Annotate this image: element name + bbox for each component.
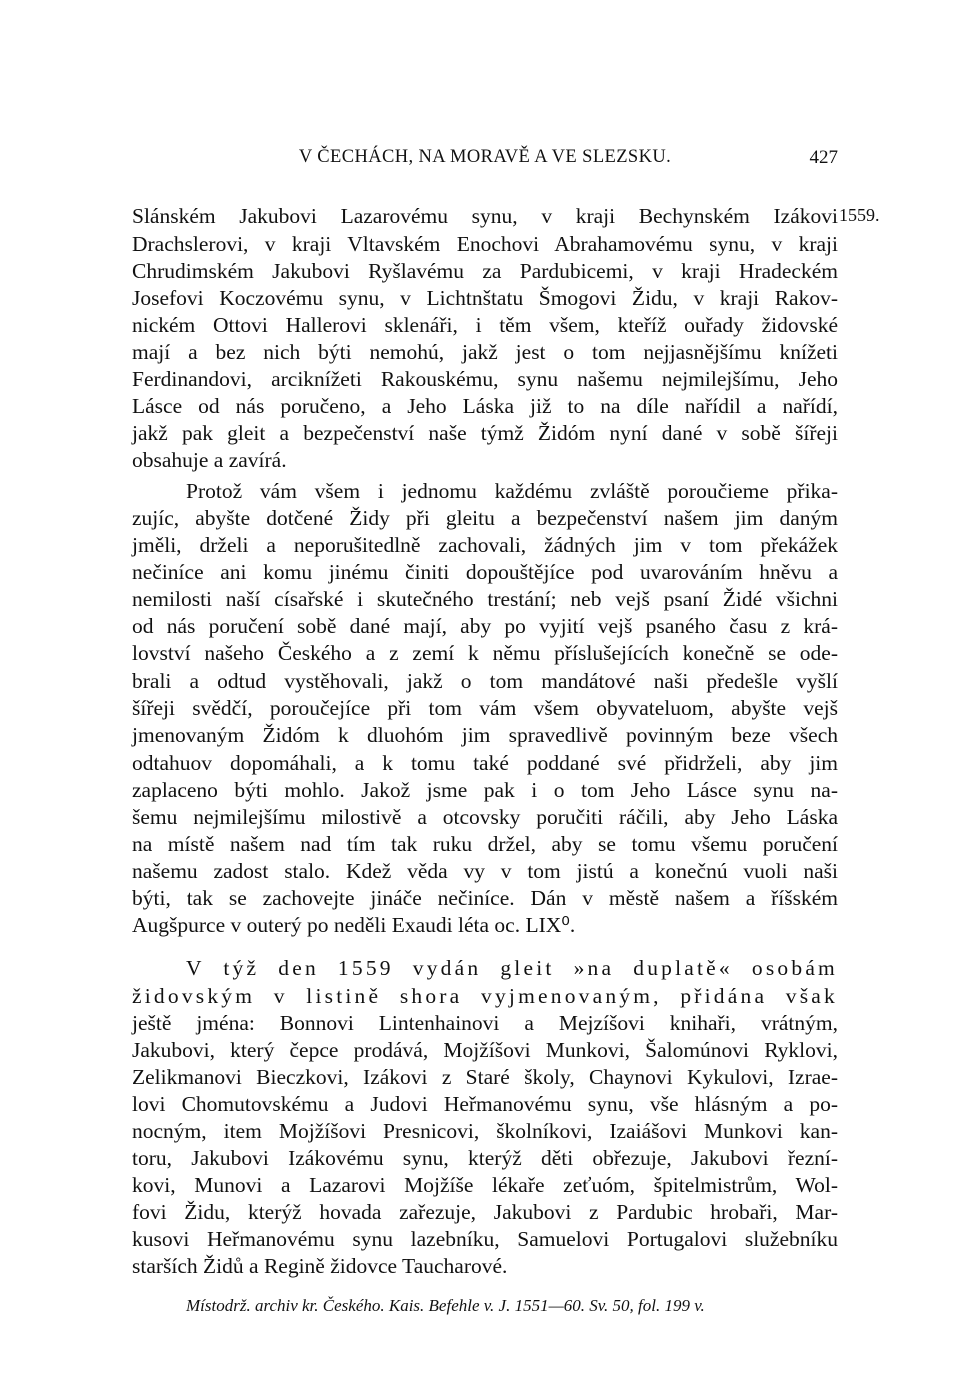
text-line: brali a odtud vystěhovali, jakž o tom mandátové naši předešle vyšlí bbox=[132, 669, 838, 693]
running-head bbox=[130, 147, 840, 171]
text-line: kusovi Heřmanovému synu lazebníku, Samuelovi Portugalovi služebníku bbox=[132, 1227, 838, 1251]
text-line: zujíc, abyšte dotčené Židy při gleitu a bezpečenství našem jim daným bbox=[132, 506, 838, 530]
text-line: šemu nejmilejšímu milostivě a otcovsky poručiti ráčili, aby Jeho Láska bbox=[132, 805, 838, 829]
text-line: kovi, Munovi a Lazarovi Mojžíše lékaře zeťuóm, špitelmistrům, Wol- bbox=[132, 1173, 838, 1197]
text-line: nečiníce ani komu jinému činiti dopouštějíce pod uvarováním hněvu a bbox=[132, 560, 838, 584]
text-line: Chrudimském Jakubovi Ryšlavému za Pardubicemi, v kraji Hradeckém bbox=[132, 259, 838, 283]
text-line: obsahuje a zavírá. bbox=[132, 448, 287, 472]
text-line: fovi Židu, kterýž hovada zařezuje, Jakubovi z Pardubic hrobaři, Mar- bbox=[132, 1200, 838, 1224]
text-line: jměli, drželi a neporušitedlně zachovali, žádných jim v tom překážek bbox=[132, 533, 838, 557]
running-title: V ČECHÁCH, NA MORAVĚ A VE SLEZSKU. bbox=[298, 147, 672, 167]
source-citation: Místodrž. archiv kr. Českého. Kais. Befehle v. J. 1551—60. Sv. 50, fol. 199 v. bbox=[186, 1296, 705, 1315]
text-line: jakž pak gleit a bezpečenství naše týmž Židóm nyní dané v sobě šířeji bbox=[132, 421, 838, 445]
text-line: Drachslerovi, v kraji Vltavském Enochovi Abrahamovému synu, v kraji bbox=[132, 232, 838, 256]
text-line: nemilosti naší císařské i skutečného trestání; neb vejš psaní Židé všichni bbox=[132, 587, 838, 611]
text-line: šířeji svědčí, poroučejíce při tom vám všem obyvateluom, abyšte vejš bbox=[132, 696, 838, 720]
text-line: býti, tak se zachovejte jináče nečiníce. Dán v městě našem a říšském bbox=[132, 886, 838, 910]
text-line: na místě našem nad tím tak ruku držel, aby se tomu všemu poručení bbox=[132, 832, 838, 856]
page-number: 427 bbox=[809, 147, 838, 168]
text-line: Josefovi Koczovému synu, v Lichtnštatu Šmogovi Židu, v kraji Rakov- bbox=[132, 286, 838, 310]
text-line: starších Židů a Regině židovce Taucharové. bbox=[132, 1254, 508, 1278]
text-line: Jakubovi, který čepce prodává, Mojžíšovi Munkovi, Šalomúnovi Ryklovi, bbox=[132, 1038, 838, 1062]
text-line: Protož vám všem i jednomu každému zvláště poroučieme přika- bbox=[186, 479, 838, 503]
text-line: lovi Chomutovskému a Judovi Heřmanovému synu, vše hlásným a po- bbox=[132, 1092, 838, 1116]
text-line: našemu zadost stalo. Kdež věda vy v tom jistú a konečnú vuoli naši bbox=[132, 859, 838, 883]
text-line: ještě jména: Bonnovi Lintenhainovi a Mejzíšovi knihaři, vrátným, bbox=[132, 1011, 838, 1035]
text-line: nocným, item Mojžíšovi Presnicovi, školníkovi, Izaiášovi Munkovi kan- bbox=[132, 1119, 838, 1143]
text-line: Augšpurce v outerý po neděli Exaudi léta oc. LIX⁰. bbox=[132, 913, 576, 937]
text-line-spaced: V týž den 1559 vydán gleit »na duplatě« osobám bbox=[186, 956, 838, 980]
text-line: jmenovaným Židóm k dluohóm jim spravedlivě povinným beze všech bbox=[132, 723, 838, 747]
text-line: zaplaceno býti mohlo. Jakož jsme pak i o tom Jeho Lásce synu na- bbox=[132, 778, 838, 802]
text-line: Zelikmanovi Bieczkovi, Izákovi z Staré školy, Chaynovi Kykulovi, Izrae- bbox=[132, 1065, 838, 1089]
text-line: Lásce od nás poručeno, a Jeho Láska již to na díle nařídil a nařídí, bbox=[132, 394, 838, 418]
text-line: mají a bez nich býti nemohú, jakž jest o tom nejjasnějšímu knížeti bbox=[132, 340, 838, 364]
text-line-spaced: židovským v listině shora vyjmenovaným, přidána však bbox=[132, 984, 838, 1008]
text-line: lovství našeho Českého a z zemí k němu příslušejících konečně se ode- bbox=[132, 641, 838, 665]
text-line: nickém Ottovi Hallerovi sklenáři, i těm všem, kteříž ouřady židovské bbox=[132, 313, 838, 337]
margin-year-note: 1559. bbox=[839, 205, 880, 225]
text-line: od nás poručení sobě dané mají, aby po vyjití vejš psaného času z krá- bbox=[132, 614, 838, 638]
text-line: Ferdinandovi, arciknížeti Rakouskému, synu našemu nejmilejšímu, Jeho bbox=[132, 367, 838, 391]
text-line: toru, Jakubovi Izákovému synu, kterýž děti obřezuje, Jakubovi řezní- bbox=[132, 1146, 838, 1170]
text-line: Slánském Jakubovi Lazarovému synu, v kraji Bechynském Izákovi bbox=[132, 204, 838, 228]
text-line: odtahuov dopomáhali, a k tomu také poddané své přidrželi, aby jim bbox=[132, 751, 838, 775]
